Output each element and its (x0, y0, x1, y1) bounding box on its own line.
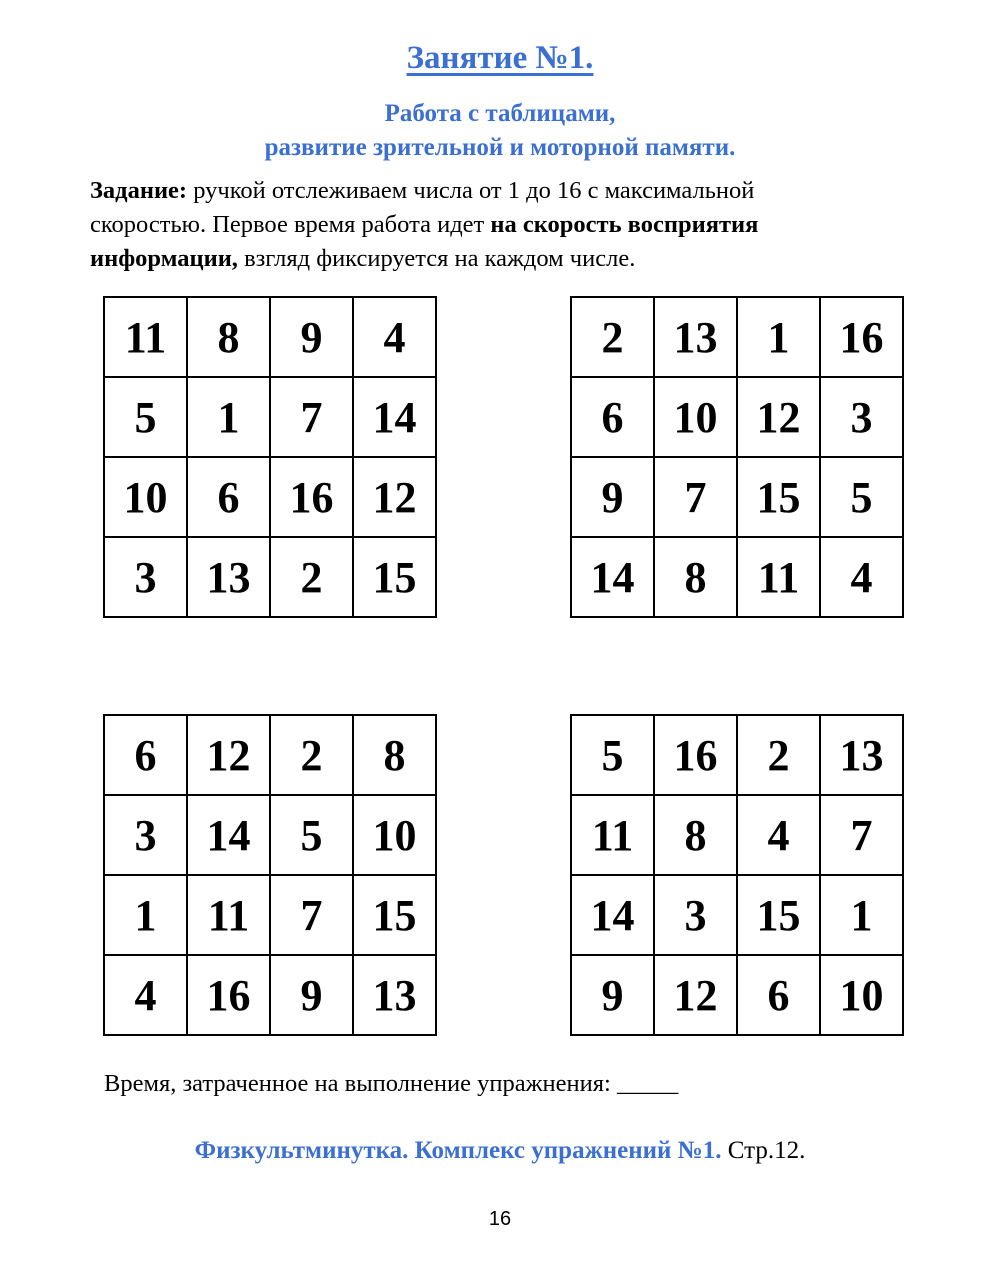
table-cell: 16 (655, 716, 738, 796)
table-cell: 12 (354, 458, 437, 538)
table-cell: 10 (105, 458, 188, 538)
table-cell: 11 (738, 538, 821, 618)
number-table-2 (570, 296, 904, 618)
table-cell: 14 (572, 538, 655, 618)
table-cell: 12 (655, 956, 738, 1036)
table-cell: 1 (105, 876, 188, 956)
table-cell: 16 (271, 458, 354, 538)
table-cell: 9 (572, 956, 655, 1036)
task-text-2: взгляд фиксируется на каждом числе. (237, 245, 636, 272)
table-cell: 11 (572, 796, 655, 876)
table-cell: 15 (738, 876, 821, 956)
table-cell: 2 (271, 538, 354, 618)
table-cell: 5 (572, 716, 655, 796)
table-cell: 5 (821, 458, 904, 538)
table-cell: 7 (271, 876, 354, 956)
table-cell: 10 (655, 378, 738, 458)
table-cell: 14 (354, 378, 437, 458)
table-cell: 11 (188, 876, 271, 956)
task-bold-1: на скорость восприятия информации, (90, 211, 759, 272)
table-cell: 9 (572, 458, 655, 538)
table-cell: 16 (188, 956, 271, 1036)
table-cell: 4 (821, 538, 904, 618)
subtitle-line-2: развитие зрительной и моторной памяти. (264, 134, 736, 161)
table-cell: 2 (271, 716, 354, 796)
exercise-link: Физкультминутка. Комплекс упражнений №1. (194, 1137, 722, 1164)
table-cell: 5 (271, 796, 354, 876)
number-table-4 (570, 714, 904, 1036)
table-cell: 4 (105, 956, 188, 1036)
table-cell: 7 (655, 458, 738, 538)
number-table-3 (103, 714, 437, 1036)
table-cell: 2 (572, 298, 655, 378)
table-cell: 6 (105, 716, 188, 796)
table-cell: 2 (738, 716, 821, 796)
table-cell: 14 (572, 876, 655, 956)
table-cell: 13 (354, 956, 437, 1036)
table-cell: 14 (188, 796, 271, 876)
exercise-footer (0, 1137, 1000, 1165)
table-cell: 1 (738, 298, 821, 378)
table-cell: 9 (271, 956, 354, 1036)
table-cell: 3 (821, 378, 904, 458)
table-cell: 15 (738, 458, 821, 538)
table-cell: 8 (655, 796, 738, 876)
exercise-page-ref: Стр.12. (721, 1137, 806, 1164)
task-text-1: ручкой отслеживаем числа от 1 до 16 с максимальной скоростью. Первое время работа идет (90, 177, 755, 238)
number-table-1 (103, 296, 437, 618)
table-cell: 12 (738, 378, 821, 458)
table-cell: 13 (655, 298, 738, 378)
table-cell: 3 (655, 876, 738, 956)
table-cell: 11 (105, 298, 188, 378)
table-cell: 6 (738, 956, 821, 1036)
table-cell: 6 (188, 458, 271, 538)
table-cell: 8 (655, 538, 738, 618)
table-cell: 7 (271, 378, 354, 458)
page-title: Занятие №1. (406, 40, 594, 76)
table-cell: 9 (271, 298, 354, 378)
task-paragraph (90, 174, 870, 276)
table-cell: 13 (188, 538, 271, 618)
time-spent-line: Время, затраченное на выполнение упражнения: _____ (104, 1070, 679, 1097)
table-cell: 4 (354, 298, 437, 378)
table-cell: 5 (105, 378, 188, 458)
table-cell: 1 (821, 876, 904, 956)
table-cell: 1 (188, 378, 271, 458)
table-cell: 15 (354, 876, 437, 956)
table-cell: 4 (738, 796, 821, 876)
table-cell: 13 (821, 716, 904, 796)
table-cell: 10 (354, 796, 437, 876)
table-cell: 6 (572, 378, 655, 458)
table-cell: 15 (354, 538, 437, 618)
subtitle-line-1: Работа с таблицами, (384, 100, 616, 127)
table-cell: 8 (188, 298, 271, 378)
table-cell: 8 (354, 716, 437, 796)
page-number: 16 (488, 1208, 512, 1230)
task-label: Задание: (90, 177, 188, 204)
table-cell: 7 (821, 796, 904, 876)
table-cell: 3 (105, 538, 188, 618)
table-cell: 10 (821, 956, 904, 1036)
table-cell: 16 (821, 298, 904, 378)
table-cell: 3 (105, 796, 188, 876)
table-cell: 12 (188, 716, 271, 796)
